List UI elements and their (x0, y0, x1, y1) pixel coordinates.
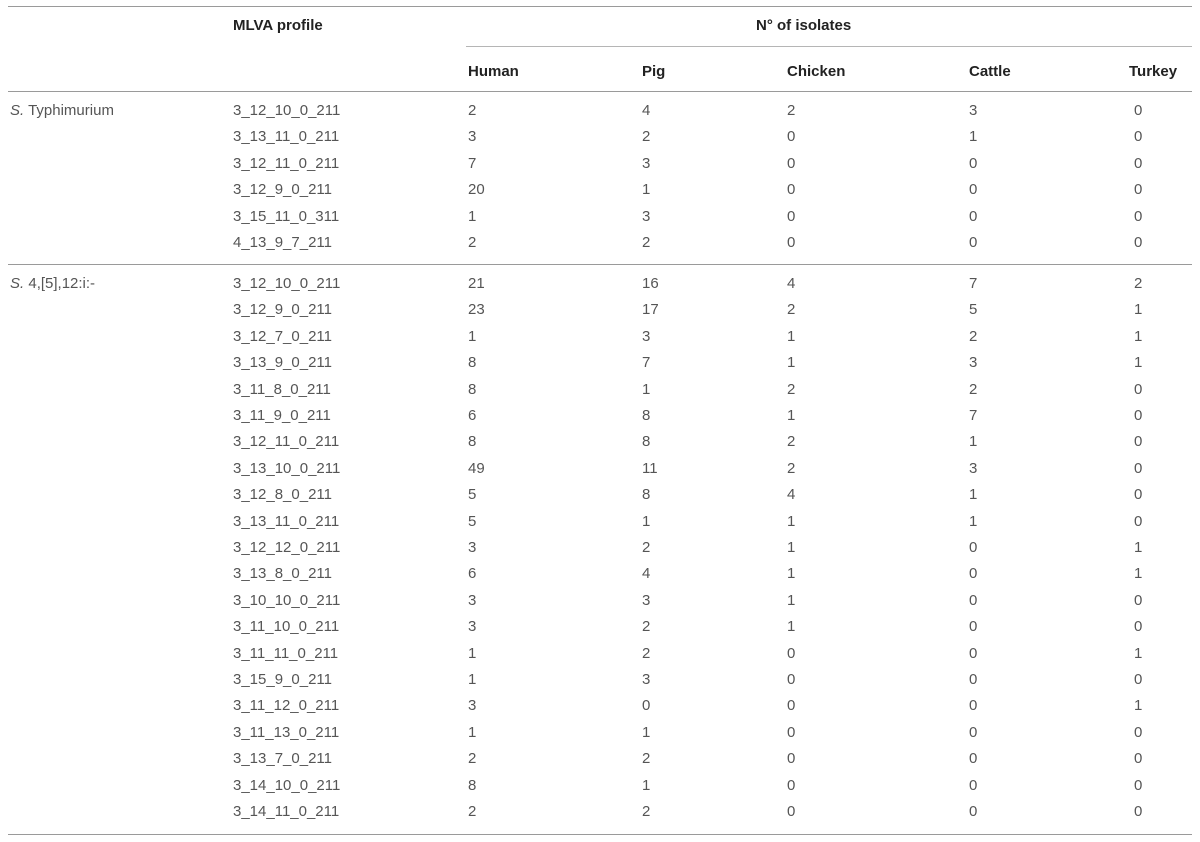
mlva-profile-cell: 3_12_11_0_211 (233, 154, 340, 172)
isolate-count-cell: 0 (1134, 723, 1143, 741)
isolate-count-cell: 3 (468, 539, 477, 556)
isolate-count-cell: 0 (969, 723, 978, 741)
isolate-count-cell: 0 (1134, 512, 1143, 530)
isolate-count-cell: 21 (468, 275, 485, 292)
isolate-count-cell: 0 (1134, 102, 1143, 119)
isolate-count-cell: 0 (1134, 591, 1143, 609)
isolate-count-cell: 2 (642, 803, 651, 820)
isolate-count-cell: 1 (642, 723, 651, 741)
isolate-count-cell: 1 (787, 565, 796, 583)
isolate-count-cell: 2 (787, 102, 796, 119)
mlva-profile-cell: 3_13_11_0_211 (233, 512, 340, 530)
isolate-count-cell: 23 (468, 301, 485, 319)
isolate-count-cell: 4 (642, 565, 651, 583)
isolate-count-cell: 3 (642, 207, 651, 225)
serovar-name: 4,[5],12:i:- (24, 275, 96, 292)
table-header-rule (8, 91, 1192, 92)
mlva-profile-cell: 3_11_10_0_211 (233, 618, 340, 636)
isolate-count-cell: 4 (642, 102, 651, 119)
isolate-count-cell: 0 (642, 697, 651, 715)
isolate-count-cell: 3 (642, 591, 651, 609)
isolate-count-cell: 3 (969, 354, 978, 372)
serovar-label (10, 275, 95, 293)
serovar-genus: S. (10, 275, 25, 292)
isolate-count-cell: 7 (468, 154, 477, 172)
mlva-profile-cell: 3_12_10_0_211 (233, 102, 341, 119)
isolate-count-cell: 17 (642, 301, 659, 319)
isolate-count-cell: 0 (787, 697, 796, 715)
isolate-count-cell: 1 (969, 486, 978, 504)
isolate-count-cell: 0 (969, 154, 978, 172)
isolate-count-cell: 0 (787, 750, 796, 768)
isolate-count-cell: 0 (787, 644, 796, 662)
isolate-count-cell: 1 (642, 776, 651, 794)
isolate-count-cell: 7 (969, 407, 978, 424)
mlva-profile-cell: 3_12_7_0_211 (233, 327, 332, 345)
isolate-count-cell: 0 (969, 803, 978, 820)
table-top-rule (8, 6, 1192, 7)
isolate-count-cell: 11 (642, 459, 658, 477)
isolate-count-cell: 0 (969, 539, 978, 556)
isolate-count-cell: 0 (787, 154, 796, 172)
isolate-count-cell: 0 (787, 128, 796, 146)
isolate-count-cell: 3 (468, 591, 477, 609)
mlva-profile-cell: 3_13_11_0_211 (233, 128, 340, 146)
column-header-pig: Pig (642, 63, 666, 80)
isolate-count-cell: 8 (468, 380, 477, 398)
isolate-count-cell: 1 (642, 512, 651, 530)
mlva-profile-cell: 3_11_11_0_211 (233, 644, 339, 662)
isolate-count-cell: 1 (787, 407, 796, 424)
isolate-count-cell: 0 (1134, 207, 1143, 225)
isolate-count-cell: 0 (969, 644, 978, 662)
isolate-count-cell: 4 (787, 275, 796, 292)
isolate-count-cell: 0 (1134, 128, 1143, 146)
isolate-count-cell: 4 (787, 486, 796, 504)
isolate-count-cell: 0 (1134, 407, 1143, 424)
isolate-count-cell: 0 (1134, 618, 1143, 636)
isolates-header-rule (466, 46, 1192, 47)
isolate-count-cell: 3 (642, 154, 651, 172)
isolate-count-cell: 0 (1134, 459, 1143, 477)
isolate-count-cell: 1 (787, 591, 796, 609)
mlva-profile-cell: 4_13_9_7_211 (233, 234, 332, 251)
isolate-count-cell: 1 (1134, 565, 1143, 583)
isolate-count-cell: 2 (468, 234, 477, 251)
isolate-count-cell: 3 (642, 327, 651, 345)
isolate-count-cell: 1 (1134, 354, 1143, 372)
isolate-count-cell: 2 (468, 750, 477, 768)
isolate-count-cell: 1 (787, 539, 796, 556)
isolate-count-cell: 2 (468, 803, 477, 820)
isolate-count-cell: 2 (787, 301, 796, 319)
mlva-profile-cell: 3_12_9_0_211 (233, 181, 332, 199)
column-header-turkey: Turkey (1129, 63, 1178, 80)
isolate-count-cell: 6 (468, 407, 477, 424)
mlva-profile-cell: 3_11_13_0_211 (233, 723, 340, 741)
isolate-count-cell: 2 (787, 459, 796, 477)
isolate-count-cell: 0 (787, 181, 796, 199)
isolate-count-cell: 3 (969, 459, 978, 477)
isolate-count-cell: 0 (969, 750, 978, 768)
isolate-count-cell: 0 (969, 565, 978, 583)
isolate-count-cell: 2 (642, 234, 651, 251)
serovar-genus: S. (10, 102, 25, 119)
isolate-count-cell: 0 (787, 671, 796, 688)
isolate-count-cell: 2 (787, 433, 796, 451)
isolate-count-cell: 1 (468, 327, 477, 345)
isolate-count-cell: 8 (642, 407, 651, 424)
isolate-count-cell: 2 (642, 644, 651, 662)
mlva-profile-cell: 3_12_12_0_211 (233, 539, 341, 556)
isolate-count-cell: 1 (642, 181, 651, 199)
isolate-count-cell: 1 (787, 327, 796, 345)
isolate-count-cell: 0 (787, 776, 796, 794)
mlva-profile-cell: 3_11_8_0_211 (233, 380, 331, 398)
isolate-count-cell: 3 (969, 102, 978, 119)
isolate-count-cell: 1 (1134, 327, 1143, 345)
isolate-count-cell: 1 (1134, 539, 1143, 556)
isolate-count-cell: 2 (642, 750, 651, 768)
mlva-profile-cell: 3_13_10_0_211 (233, 459, 341, 477)
isolate-count-cell: 0 (1134, 154, 1143, 172)
isolate-count-cell: 3 (468, 128, 477, 146)
isolate-count-cell: 1 (1134, 697, 1143, 715)
isolate-count-cell: 8 (642, 433, 651, 451)
isolate-count-cell: 1 (468, 207, 477, 225)
isolate-count-cell: 1 (1134, 301, 1143, 319)
isolate-count-cell: 0 (787, 207, 796, 225)
isolate-count-cell: 0 (1134, 486, 1143, 504)
isolate-count-cell: 0 (1134, 671, 1143, 688)
isolate-count-cell: 1 (642, 380, 651, 398)
isolate-count-cell: 8 (468, 354, 477, 372)
isolate-count-cell: 1 (468, 671, 477, 688)
isolate-count-cell: 2 (642, 128, 651, 146)
isolate-count-cell: 1 (468, 723, 477, 741)
isolate-count-cell: 2 (969, 380, 978, 398)
isolate-count-cell: 2 (787, 380, 796, 398)
isolate-count-cell: 2 (1134, 275, 1143, 292)
isolate-count-cell: 5 (468, 512, 477, 530)
isolate-count-cell: 2 (642, 618, 651, 636)
mlva-profile-cell: 3_12_8_0_211 (233, 486, 332, 504)
isolate-count-cell: 0 (1134, 803, 1143, 820)
column-header-chicken: Chicken (787, 63, 846, 80)
isolate-count-cell: 8 (642, 486, 651, 504)
mlva-profile-cell: 3_11_9_0_211 (233, 407, 331, 424)
isolate-count-cell: 1 (468, 644, 477, 662)
table-bottom-rule (8, 834, 1192, 835)
isolate-count-cell: 0 (969, 234, 978, 251)
isolate-count-cell: 2 (642, 539, 651, 556)
isolate-count-cell: 0 (969, 697, 978, 715)
isolate-count-cell: 3 (468, 697, 477, 715)
isolate-count-cell: 0 (969, 671, 978, 688)
isolate-count-cell: 16 (642, 275, 659, 292)
mlva-profile-cell: 3_12_11_0_211 (233, 433, 340, 451)
isolate-count-cell: 5 (969, 301, 978, 319)
mlva-profile-cell: 3_14_10_0_211 (233, 776, 341, 794)
isolate-count-cell: 0 (1134, 181, 1143, 199)
isolate-count-cell: 3 (642, 671, 651, 688)
isolate-count-cell: 1 (969, 512, 978, 530)
isolate-count-cell: 49 (468, 459, 485, 477)
mlva-profile-cell: 3_12_9_0_211 (233, 301, 332, 319)
isolate-count-cell: 1 (787, 618, 796, 636)
isolate-count-cell: 7 (969, 275, 978, 292)
mlva-profile-cell: 3_13_8_0_211 (233, 565, 332, 583)
isolate-count-cell: 5 (468, 486, 477, 504)
isolate-count-cell: 1 (787, 354, 796, 372)
mlva-profile-cell: 3_15_11_0_311 (233, 207, 340, 225)
isolate-count-cell: 8 (468, 776, 477, 794)
isolate-count-cell: 0 (969, 618, 978, 636)
isolate-count-cell: 6 (468, 565, 477, 583)
serovar-label (10, 102, 114, 120)
isolate-count-cell: 0 (787, 803, 796, 820)
isolate-count-cell: 0 (787, 234, 796, 251)
group-separator-rule (8, 264, 1192, 265)
isolate-count-cell: 3 (468, 618, 477, 636)
isolate-count-cell: 2 (468, 102, 477, 119)
isolate-count-cell: 1 (969, 433, 978, 451)
isolate-count-cell: 1 (969, 128, 978, 146)
isolate-count-cell: 0 (969, 207, 978, 225)
isolate-count-cell: 1 (1134, 644, 1143, 662)
mlva-profile-cell: 3_13_9_0_211 (233, 354, 332, 372)
isolate-count-cell: 0 (787, 723, 796, 741)
mlva-profile-cell: 3_14_11_0_211 (233, 803, 340, 820)
isolate-count-cell: 0 (1134, 433, 1143, 451)
isolate-count-cell: 8 (468, 433, 477, 451)
isolates-header: N° of isolates (756, 17, 852, 34)
isolate-count-cell: 0 (1134, 234, 1143, 251)
mlva-profile-cell: 3_12_10_0_211 (233, 275, 341, 292)
mlva-profile-cell: 3_10_10_0_211 (233, 591, 341, 609)
isolate-count-cell: 0 (969, 181, 978, 199)
isolate-count-cell: 0 (1134, 750, 1143, 768)
serovar-name: Typhimurium (24, 102, 114, 119)
isolate-count-cell: 7 (642, 354, 651, 372)
mlva-profile-header: MLVA profile (233, 17, 323, 34)
mlva-profile-cell: 3_13_7_0_211 (233, 750, 332, 768)
column-header-cattle: Cattle (969, 63, 1011, 80)
isolate-count-cell: 0 (969, 776, 978, 794)
isolate-count-cell: 0 (969, 591, 978, 609)
isolate-count-cell: 2 (969, 327, 978, 345)
isolate-count-cell: 0 (1134, 380, 1143, 398)
isolate-count-cell: 0 (1134, 776, 1143, 794)
mlva-profile-cell: 3_11_12_0_211 (233, 697, 340, 715)
mlva-profile-cell: 3_15_9_0_211 (233, 671, 332, 688)
isolate-count-cell: 1 (787, 512, 796, 530)
column-header-human: Human (468, 63, 519, 80)
isolate-count-cell: 20 (468, 181, 485, 199)
